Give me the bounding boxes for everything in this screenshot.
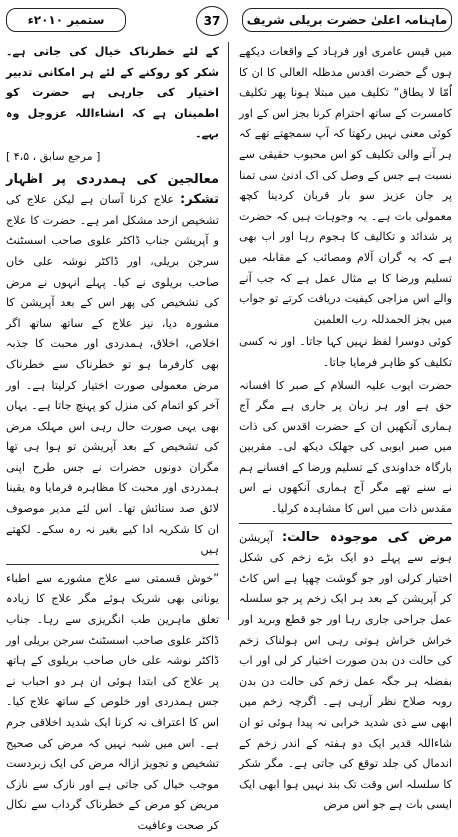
column-divider <box>228 42 229 620</box>
section-divider <box>6 564 219 565</box>
issue-date: ستمبر ۲۰۱۰ء <box>6 8 126 32</box>
section-heading: معالجین کی ہمدردی پر اظہار تشکر: <box>6 171 219 208</box>
page-header <box>6 4 452 36</box>
paragraph: کے لئے خطرناک خیال کی جاتی ہے۔ شکر کو روکنے کے لئے ہر امکانی تدبیر اختیار کی جارہی ہے حضرت کو اطمینان ہے کہ انشاءاللہ عزوجل وہ بہے۔ <box>6 45 219 141</box>
paragraph-text: آپریشن ہونے سے پہلے دو ایک بڑے زخم کی شکل اختیار کرلی اور جو گوشت چھپا ہے اس کاٹ کر آپریشن کے بعد ہر ایک زخم پر جو سلسلہ عمل جراحی جاری رہا اور جو قطع وبرید اور خراش خراش ہوتی رہی اس ہولناک زخم کی حالت دن بدن صورت اختیار کر لی اور اب بفضلہ ہر جگہ عمل زخم کی حالت دن بدن روبہ صلاح نظر آرہی ہے۔ اگرچہ زخم میں ابھی سے ذی شدید خرابی نہ پیدا ہوئی تو ان شاءاللہ قدیر ایک دو ہفتہ کے اندر زخم کے اندمال کی جلد توقع کی جاتی ہے۔ مگر شکر کا سلسلہ اس وقت تک بند نہیں ہوا ابھی ایک ایسی بات ہے جو اس مرض <box>239 530 452 812</box>
left-column <box>6 42 219 832</box>
reference: [ مرجع سابق ، ۴،۵ ] <box>6 149 101 163</box>
page-number: 37 <box>196 6 228 36</box>
right-column <box>239 42 453 812</box>
paragraph: ”خوش قسمتی سے علاج مشورے سے اطباء یونانی بھی شریک ہوئے مگر علاج کا زیادہ تعلق ماہرین طب انگریزی سے رہا۔ جناب ڈاکٹر علوی صاحب اسسٹنٹ سرجن بریلی اور ڈاکٹر نوشہ علی خاں صاحب بریلوی کے ہاتھ پر علاج کی ابتدا ہوئی ان ہر دو احباب نے جس ہمدردی اور خلوص کے ساتھ علاج کیا۔ اس کا اعتراف نہ کرنا ایک شدید اخلاقی جرم ہے۔ اس میں شبہ نہیں کہ مرض کی صحیح تشخیص و تجویز ازالہ مرض کی ایک زبردست موجب خیال کی جاتی ہے اور نازک سے نازک مریض کو مرض کے خطرناک گرداب سے نکال کر صحت وعافیت <box>6 571 219 832</box>
paragraph-text: علاج کرنا آسان ہے لیکن علاج کی تشخیص ازحد مشکل امر ہے۔ حضرت کا علاج و آپریشن جناب ڈاکٹر علوی صاحب اسسٹنٹ سرجن بریلی، اور ڈاکٹر نوشہ علی خاں صاحب بریلوی نے کیا۔ پہلے انہوں نے مرض کی تشخیص کی پھر اس کے بعد آپریشن کا مشورہ دیا، نیز علاج کے ساتھ ساتھ اگر اخلاص، اخلاق، ہمدردی اور محبت کا جذبہ بھی کارفرما ہو تو خطرناک سے خطرناک مرض معمولی صورت اختیار کرلیتا ہے۔ اور آخر کو اتمام کی منزل کو پہنچ جاتا ہے۔ یہاں بھی یہی صورت حال رہی اس مہلک مرض کی تشخیص کے بعد آپریشن تو ہوا ہی تھا مگران دونوں حضرات نے جس طرح اپنی ہمدردی اور محبت کا مظاہرہ فرمایا وہ یقینا لائق صد ستائش تھا۔ اس لئے مدیر موصوف ان کا شکریہ ادا کیے بغیر نہ رہ سکے۔ لکھتے ہیں <box>6 193 219 557</box>
section-divider <box>239 523 452 524</box>
section-paragraph <box>6 170 219 561</box>
paragraph: کوئی دوسرا لفظ نہیں کہا جاتا۔ اور نہ کسی تکلیف کو ظاہر فرمایا جاتا۔ <box>239 335 452 369</box>
paragraph: میں قیس عامری اور فرہاد کے واقعات دیکھے ہوں گے حضرت اقدس مدظلہ العالی کا ان کا اُمّا لا یطاق“ تکلیف میں مبتلا ہونا پھر تکلیف کامسرت کے ساتھ احترام کرنا بجز اس کے اور کوئی معنی نہیں رکھتا کہ آپ سمجھتے تھے کہ ہر آنے والی تکلیف کو اس محبوب حقیقی سے نسبت ہے جس کے وصل کی اک ادنیٰ سی تمنا پر جان عزیز سو بار قربان کردینا کچھ معمولی بات ہے۔ یہ وجوہات ہیں کہ حضرت پر شدائد و تکالیف کا ہجوم رہا اور اب بھی ہے کہ یہ گران آلام ومصائب کے مقابلہ میں تسلیم ورضا کا بے مثال عمل ہے کہ جب آنے والے اس مزاجی کیفیت دریافت کرتے تو جواب میں بجز الحمدللہ رب العلمین <box>239 45 452 326</box>
section-heading: مرض کی موجودہ حالت: <box>281 529 453 545</box>
section-paragraph <box>239 528 452 816</box>
magazine-title: ماہنامہ اعلیٰ حضرت بریلی شریف <box>242 8 452 32</box>
paragraph: حضرت ایوب علیہ السلام کے صبر کا افسانہ حق ہے اور ہر زبان پر جاری ہے مگر آج ہماری آنکھیں ان کے حضرت اقدس کی ذات میں صبر ایوبی کی جھلک دیکھ لی۔ مقربین بارگاہ خداوندی کے تسلیم ورضا کے افسانے ہم نے سنے تھے مگر آج ہماری آنکھوں نے اس مقدس ذات میں اس کا مشاہدہ کرلیا۔ <box>239 378 452 516</box>
